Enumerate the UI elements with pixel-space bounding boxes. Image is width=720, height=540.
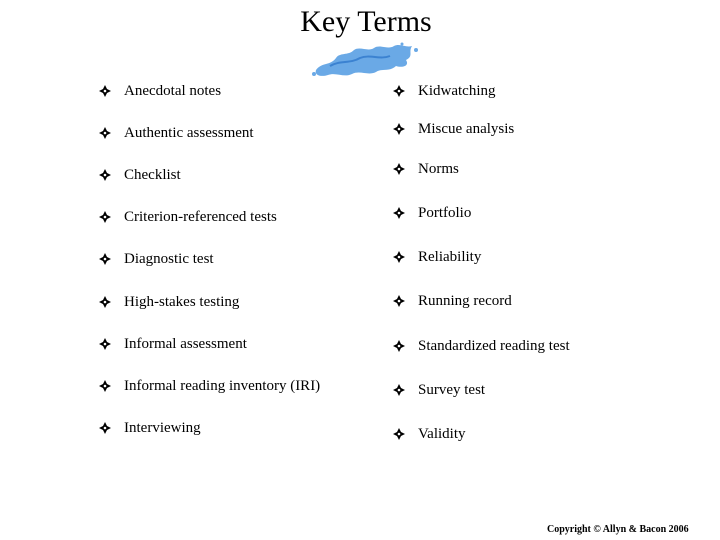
bullet-icon (393, 428, 405, 440)
bullet-icon (393, 251, 405, 263)
slide-title: Key Terms (300, 5, 432, 38)
bullet-icon (99, 253, 111, 265)
term-label: Interviewing (124, 420, 201, 436)
bullet-icon (99, 211, 111, 223)
bullet-icon (99, 85, 111, 97)
bullet-icon (393, 384, 405, 396)
bullet-icon (99, 296, 111, 308)
term-label: Standardized reading test (418, 338, 570, 354)
paint-splash-icon (310, 40, 420, 80)
term-label: High-stakes testing (124, 294, 240, 310)
bullet-icon (393, 207, 405, 219)
bullet-icon (99, 127, 111, 139)
term-label: Running record (418, 293, 512, 309)
bullet-icon (99, 380, 111, 392)
bullet-icon (393, 123, 405, 135)
term-label: Kidwatching (418, 83, 496, 99)
bullet-icon (99, 422, 111, 434)
term-label: Diagnostic test (124, 251, 214, 267)
bullet-icon (99, 169, 111, 181)
copyright-notice: Copyright © Allyn & Bacon 2006 (547, 524, 689, 535)
bullet-icon (393, 163, 405, 175)
term-label: Reliability (418, 249, 482, 265)
term-label: Criterion-referenced tests (124, 209, 277, 225)
bullet-icon (393, 85, 405, 97)
term-label: Validity (418, 426, 466, 442)
bullet-icon (99, 338, 111, 350)
term-label: Miscue analysis (418, 121, 515, 137)
term-label: Anecdotal notes (124, 83, 222, 99)
bullet-icon (393, 340, 405, 352)
term-label: Informal reading inventory (IRI) (124, 378, 321, 394)
term-label: Survey test (418, 382, 486, 398)
term-label: Norms (418, 161, 459, 177)
term-label: Authentic assessment (124, 125, 254, 141)
bullet-icon (393, 295, 405, 307)
term-label: Checklist (124, 167, 181, 183)
term-label: Portfolio (418, 205, 472, 221)
term-label: Informal assessment (124, 336, 247, 352)
